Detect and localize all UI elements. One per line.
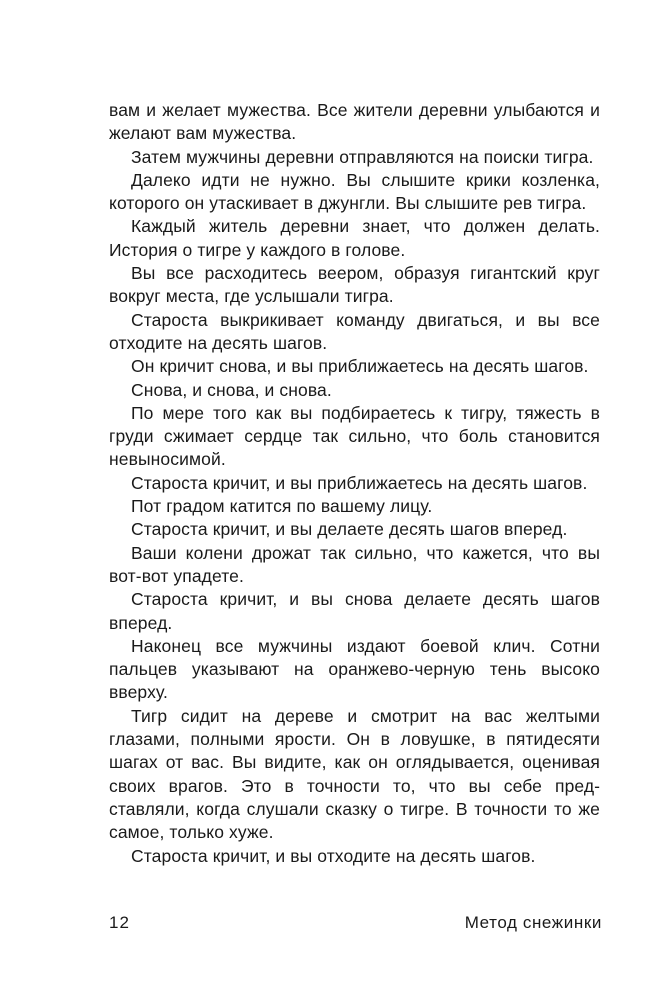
paragraph: Снова, и снова, и снова. bbox=[131, 379, 332, 400]
paragraph: Наконец все мужчины издают боевой клич. Сотни пальцев указывают на оранжево-черную тень высоко вверху. bbox=[109, 635, 600, 703]
paragraph: Староста выкрикивает команду двигаться, и вы все отходите на десять шагов. bbox=[109, 309, 600, 353]
paragraph: Далеко идти не нужно. Вы слышите крики козленка, которого он утаскивает в джунгли. Вы слышите рев тигра. bbox=[109, 169, 600, 214]
paragraph-continued: вам и желает мужества. Все жители деревни улыбаются и желают вам мужества. bbox=[109, 100, 600, 144]
paragraph: Пот градом катится по вашему лицу. bbox=[131, 496, 433, 517]
page-number: 12 bbox=[109, 913, 130, 932]
paragraph: Тигр сидит на дереве и смотрит на вас желтыми глазами, полными ярости. Он в ловушке, в пятидесяти шагах от вас. Вы видите, как он оглядывается, оценивая своих врагов. Это в точности то, что вы себе представляли, когда слушали сказку о тигре. В точности то же самое, только хуже. bbox=[109, 705, 600, 843]
paragraph: Староста кричит, и вы отходите на десять шагов. bbox=[131, 845, 536, 866]
paragraph: Он кричит снова, и вы приближаетесь на десять шагов. bbox=[131, 356, 589, 377]
paragraph: Затем мужчины деревни отправляются на поиски тигра. bbox=[131, 146, 594, 167]
paragraph: Староста кричит, и вы снова делаете десять шагов вперед. bbox=[109, 589, 600, 633]
paragraph: Староста кричит, и вы делаете десять шагов вперед. bbox=[131, 519, 568, 540]
paragraph: Вы все расходитесь веером, образуя гигантский круг вокруг места, где услышали тигра. bbox=[109, 263, 600, 307]
body-text bbox=[109, 99, 600, 868]
paragraph: Ваши колени дрожат так сильно, что кажется, что вы вот-вот упадете. bbox=[109, 542, 600, 586]
paragraph: Каждый житель деревни знает, что должен делать. История о тигре у каждого в голове. bbox=[109, 216, 600, 260]
page-footer bbox=[109, 912, 602, 936]
paragraph: Староста кричит, и вы приближаетесь на десять шагов. bbox=[131, 472, 588, 493]
paragraph: По мере того как вы подбираетесь к тигру, тяжесть в груди сжимает сердце так сильно, что боль становится невыносимой. bbox=[109, 402, 600, 470]
running-title: Метод снежинки bbox=[464, 913, 602, 932]
